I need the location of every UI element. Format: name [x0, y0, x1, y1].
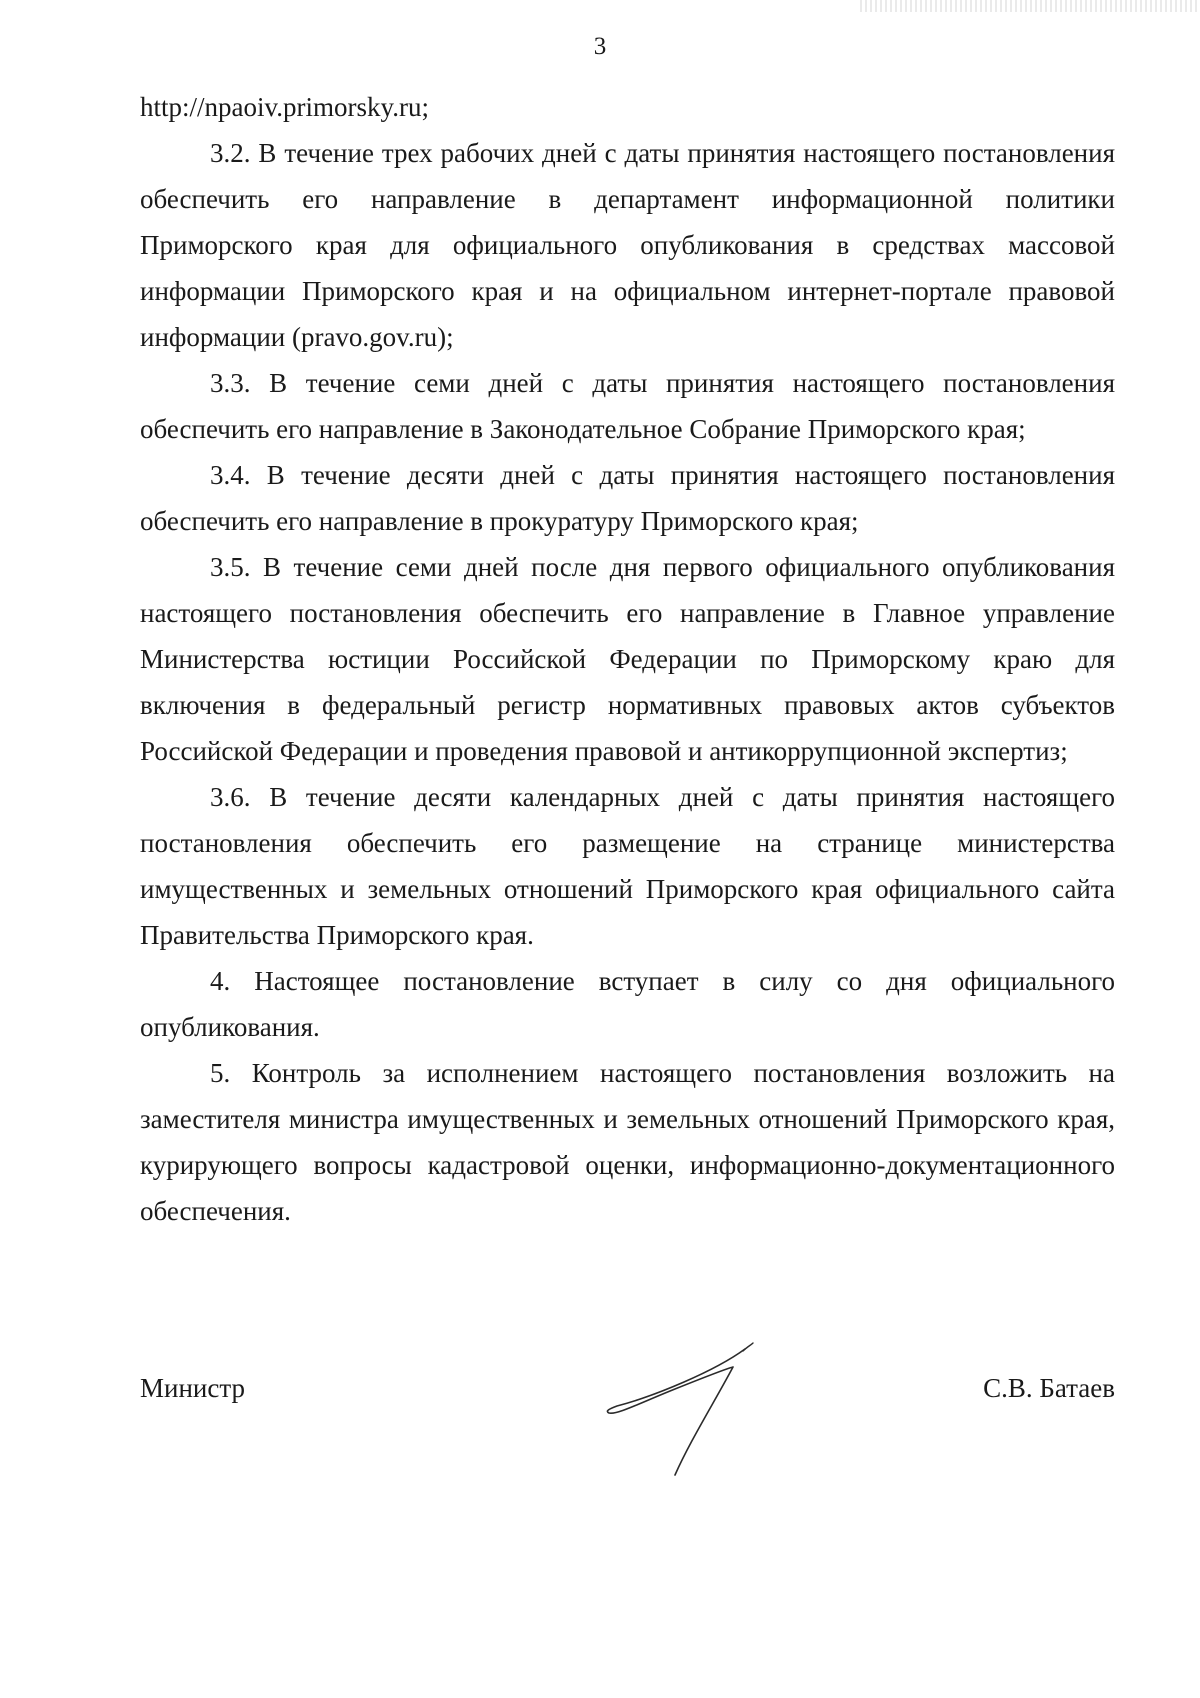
- paragraph-3-5: 3.5. В течение семи дней после дня первого официального опубликования настоящего постановления обеспечить его направление в Главное управление Министерства юстиции Российской Федерации по Приморскому краю для включения в федеральный регистр нормативных правовых актов субъектов Российской Федерации и проведения правовой и антикоррупционной экспертиз;: [140, 552, 1115, 766]
- page-number: 3: [593, 33, 607, 60]
- signatory-title: Министр: [140, 1373, 245, 1403]
- signature-block: [140, 1365, 1115, 1495]
- paragraph-3-6: 3.6. В течение десяти календарных дней с даты принятия настоящего постановления обеспечить его размещение на странице министерства имущественных и земельных отношений Приморского края официального сайта Правительства Приморского края.: [140, 782, 1115, 950]
- paragraph-4: 4. Настоящее постановление вступает в силу со дня официального опубликования.: [140, 966, 1115, 1042]
- paragraph-3-4: 3.4. В течение десяти дней с даты принятия настоящего постановления обеспечить его направление в прокуратуру Приморского края;: [140, 460, 1115, 536]
- paragraph-3-3: 3.3. В течение семи дней с даты принятия настоящего постановления обеспечить его направление в Законодательное Собрание Приморского края;: [140, 368, 1115, 444]
- paragraph-3-2: 3.2. В течение трех рабочих дней с даты принятия настоящего постановления обеспечить его направление в департамент информационной политики Приморского края для официального опубликования в средствах массовой информации Приморского края и на официальном интернет-портале правовой информации (pravo.gov.ru);: [140, 138, 1115, 352]
- handwritten-signature-icon: [595, 1341, 895, 1481]
- document-body: [140, 84, 1115, 1234]
- signatory-name: С.В. Батаев: [983, 1373, 1115, 1403]
- paragraph-5: 5. Контроль за исполнением настоящего постановления возложить на заместителя министра имущественных и земельных отношений Приморского края, курирующего вопросы кадастровой оценки, информационно-документационного обеспечения.: [140, 1058, 1115, 1226]
- url-continuation: http://npaoiv.primorsky.ru;: [140, 92, 429, 122]
- scan-edge-artifact: [860, 0, 1200, 12]
